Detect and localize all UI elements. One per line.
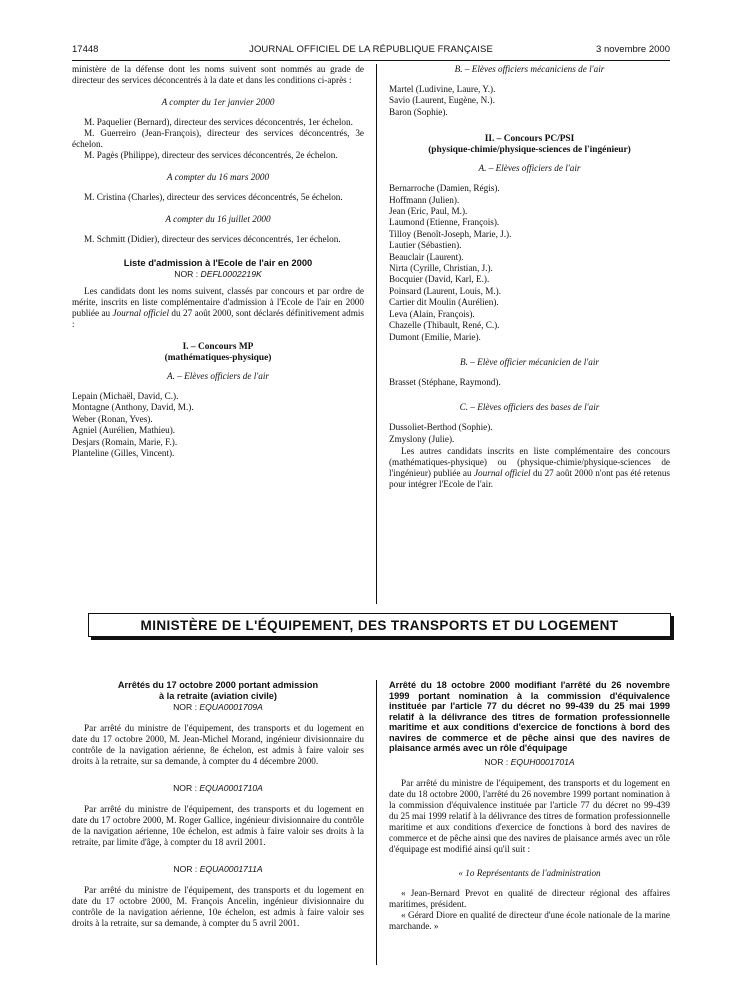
nor-label: NOR : [173, 864, 198, 874]
list-item: Lautier (Sébastien). [389, 240, 462, 251]
list-item: M. Cristina (Charles), directeur des services déconcentrés, 5e échelon. [84, 192, 343, 202]
list-item: Dumont (Emilie, Marie). [389, 331, 481, 342]
nor-reference [389, 757, 670, 768]
column-left-top [72, 64, 364, 459]
section-title: A. – Elèves officiers de l'air [478, 163, 581, 174]
name-list [389, 84, 670, 118]
section-title: A compter du 1er janvier 2000 [161, 97, 275, 107]
list-item: Hoffmann (Julien). [389, 194, 460, 205]
paragraph: « Jean-Bernard Prevot en qualité de directeur régional des affaires maritimes, président. [389, 887, 670, 909]
list-item: Lepain (Michaël, David, C.). [72, 391, 179, 401]
paragraph: Par arrêté du ministre de l'équipement, des transports et du logement en date du 17 octobre 2000, M. Jean-Michel Morand, ingénieur divisionnaire du contrôle de la navigation aérienne, 8e échelon, est admis à faire valoir ses droits à la retraite, sur sa demande, à compter du 4 décembre 2000. [72, 723, 364, 766]
list-item: Nirta (Cyrille, Christian, J.). [389, 263, 493, 274]
list-item: M. Guerreiro (Jean-François), directeur des services déconcentrés, 3e échelon. [72, 128, 364, 149]
list-item: Brasset (Stéphane, Raymond). [389, 376, 501, 387]
concours-heading [389, 134, 670, 156]
nor-code: EQUA0001710A [199, 783, 263, 793]
nor-code: DEFL0002219K [200, 269, 262, 279]
list-item: Baron (Sophie). [389, 106, 448, 117]
nor-label: NOR : [173, 783, 197, 793]
list-item: Dussoliet-Berthod (Sophie). [389, 422, 493, 433]
section-title: A. – Elèves officiers de l'air [167, 371, 269, 381]
list-item: Poinsard (Laurent, Louis, M.). [389, 285, 502, 296]
column-divider [376, 680, 377, 965]
list-item: M. Paquelier (Bernard), directeur des services déconcentrés, 1er échelon. [84, 117, 353, 127]
name-list [72, 391, 364, 459]
list-item: Agniel (Aurélien, Mathieu). [72, 425, 176, 436]
list-item: Bocquier (David, Karl, E.). [389, 274, 490, 285]
column-divider [376, 64, 377, 604]
list-item: Weber (Ronan, Yves). [72, 413, 153, 424]
nor-code: EQUH0001701A [510, 756, 575, 767]
nor-reference [72, 702, 364, 713]
paragraph: Par arrêté du ministre de l'équipement, des transports et du logement en date du 17 octobre 2000, M. Roger Gallice, ingénieur divisionnaire du contrôle de la navigation aérienne, 10e échelon, est admis à faire valoir ses droits à la retraite, par limite d'âge, à compter du 18 avril 2001. [72, 804, 364, 847]
journal-title: JOURNAL OFFICIEL DE LA RÉPUBLIQUE FRANÇAISE [249, 44, 493, 55]
text-span: du 27 août 2000, sont déclarés définitivement admis : [72, 308, 365, 329]
paragraph: Par arrêté du ministre de l'équipement, des transports et du logement en date du 17 octobre 2000, M. François Ancelin, ingénieur divisionnaire du contrôle de la navigation aérienne, 10e échelon, est admis à faire valoir ses droits à la retraite, sur sa demande, à compter du 5 avril 2001. [72, 885, 364, 928]
concours-title: I. – Concours MP [182, 342, 254, 352]
list-item: Jean (Eric, Paul, M.). [389, 206, 468, 217]
nor-reference [72, 783, 364, 794]
intro-text: ministère de la défense dont les noms suivent sont nommés au grade de directeur des services déconcentrés à la date et dans les conditions ci-après : [72, 64, 364, 85]
header-rule [72, 60, 670, 61]
list-item: Bernarroche (Damien, Régis). [389, 183, 500, 194]
name-list [389, 422, 670, 445]
section-title: B. – Elève officier mécanicien de l'air [460, 356, 599, 367]
section-title: B. – Elèves officiers mécaniciens de l'air [454, 64, 605, 74]
article-title: Arrêté du 18 octobre 2000 modifiant l'arrêté du 26 novembre 1999 portant nomination à la commission d'équivalence instituée par l'article 77 du décret no 99-439 du 25 mai 1999 relatif à la délivrance des titres de formation professionnelle maritime et aux conditions d'exercice de fonctions à bord des navires de commerce et de pêche ainsi que des navires de plaisance armés avec un rôle d'équipage [389, 680, 670, 753]
page-header [72, 44, 670, 58]
list-item: Planteline (Gilles, Vincent). [72, 448, 175, 459]
list-item: Zmyslony (Julie). [389, 433, 455, 444]
paragraph [389, 446, 670, 490]
list-item: Tilloy (Benoît-Joseph, Marie, J.). [389, 228, 512, 239]
paragraph [72, 286, 364, 330]
name-list [389, 377, 670, 388]
list-item: Laumond (Etienne, François). [389, 217, 500, 228]
nor-label: NOR : [174, 269, 199, 279]
list-item: M. Schmitt (Didier), directeur des services déconcentrés, 1er échelon. [84, 234, 341, 244]
journal-ref: Journal officiel [473, 468, 531, 479]
nor-label: NOR : [173, 702, 197, 712]
nor-code: EQUA0001709A [199, 702, 263, 712]
article-title: Liste d'admission à l'Ecole de l'air en 2000 [123, 257, 313, 268]
section-title: C. – Elèves officiers des bases de l'air [459, 402, 600, 413]
section-title: « 1o Représentants de l'administration [458, 867, 601, 878]
list-item: Savio (Laurent, Eugène, N.). [389, 95, 495, 106]
text-span: Les candidats dont les noms suivent, classés par concours et par ordre de mérite, inscrits en liste complémentaire d'admission à l'Ecole de l'air en 2000 publiée au [72, 286, 364, 318]
list-item: Desjars (Romain, Marie, F.). [72, 436, 178, 447]
list-item: Montagne (Anthony, David, M.). [72, 402, 194, 413]
issue-date: 3 novembre 2000 [596, 44, 670, 55]
nor-label: NOR : [484, 756, 509, 767]
paragraph: Par arrêté du ministre de l'équipement, des transports et du logement en date du 18 octobre 2000, l'arrêté du 26 novembre 1999 portant nomination à la commission d'équivalence instituée par l'article 77 du décret no 99-439 du 25 mai 1999 relatif à la délivrance des titres de formation professionnelle maritime et aux conditions d'exercice de fonctions à bord des navires de commerce et de pêche ainsi que des navires de plaisance armés avec un rôle d'équipage est modifié ainsi qu'il suit : [389, 777, 670, 854]
nor-reference [72, 269, 364, 280]
list-item: Chazelle (Thibault, René, C.). [389, 320, 500, 331]
nor-code: EQUA0001711A [199, 864, 263, 874]
list-item: Martel (Ludivine, Laure, Y.). [389, 84, 496, 94]
list-item: Leva (Alain, François). [389, 308, 475, 319]
text-span: Les autres candidats inscrits en liste complémentaire des concours (mathématiques-physique) ou (physique-chimie/physique-sciences de l'ingénieur) publiée au [389, 446, 670, 479]
nor-reference [72, 864, 364, 875]
concours-subtitle: (mathématiques-physique) [164, 353, 272, 363]
name-list [389, 183, 670, 343]
article-title [72, 680, 364, 701]
journal-ref: Journal officiel [112, 308, 170, 318]
title-line: à la retraite (aviation civile) [159, 690, 277, 701]
page-number: 17448 [72, 44, 99, 55]
paragraph: « Gérard Diore en qualité de directeur d'une école nationale de la marine marchande. » [389, 909, 670, 931]
concours-title: II. – Concours PC/PSI [484, 134, 575, 145]
section-title: A compter du 16 juillet 2000 [165, 214, 271, 224]
section-title: A compter du 16 mars 2000 [166, 172, 270, 182]
column-right-top [389, 64, 670, 490]
list-item: M. Pagès (Philippe), directeur des services déconcentrés, 2e échelon. [84, 150, 338, 160]
title-line: Arrêtés du 17 octobre 2000 portant admission [117, 680, 319, 690]
ministry-banner: MINISTÈRE DE L'ÉQUIPEMENT, DES TRANSPORTS ET DU LOGEMENT [88, 613, 671, 637]
column-right-bottom [389, 680, 670, 932]
concours-heading [72, 342, 364, 364]
list-item: Beauclair (Laurent). [389, 251, 464, 262]
column-left-bottom [72, 680, 364, 929]
concours-subtitle: (physique-chimie/physique-sciences de l'ingénieur) [428, 145, 631, 156]
list-item: Cartier dit Moulin (Aurélien). [389, 297, 499, 308]
text-span: du 27 août 2000 n'ont pas été retenus pour intégrer l'Ecole de l'air. [389, 468, 671, 490]
